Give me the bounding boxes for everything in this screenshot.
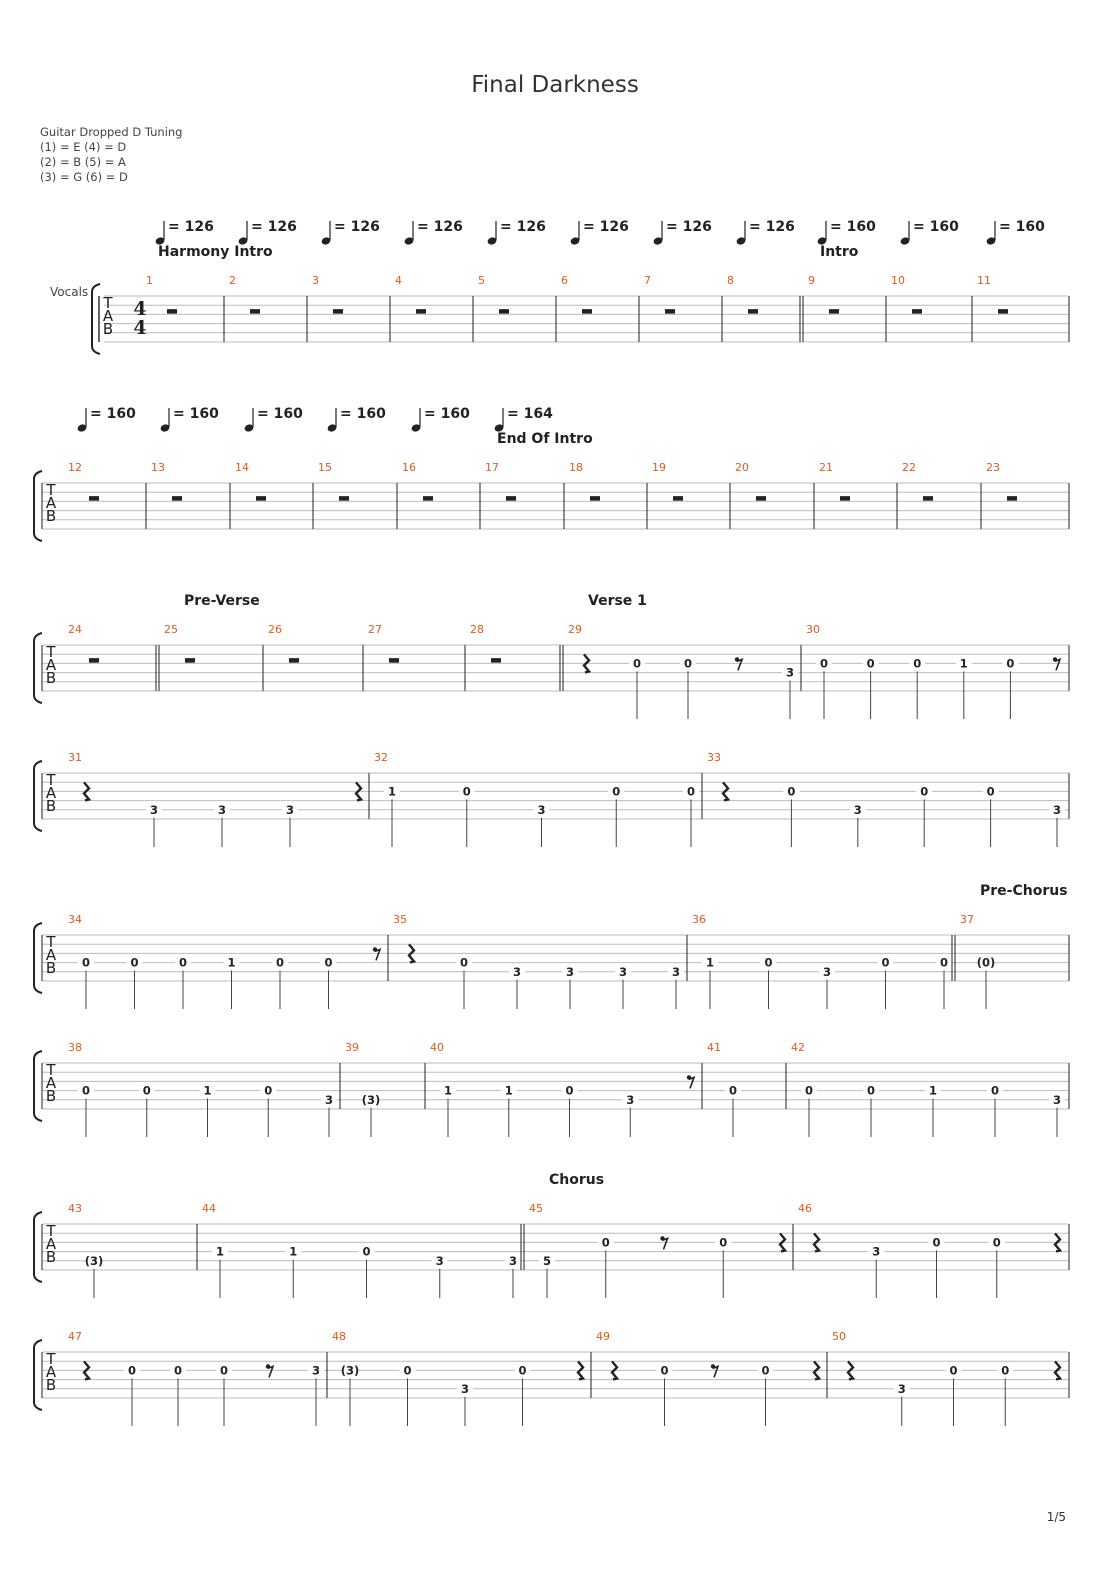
measure-number: 12 [68,461,82,474]
tab-letter: A [45,656,57,674]
half-rest [89,658,99,663]
half-rest [923,496,933,501]
fret-number: 3 [626,1092,635,1107]
tab-letter: A [45,494,57,512]
fret-number: 0 [660,1363,669,1378]
measure-number: 14 [235,461,249,474]
tab-system [34,751,1069,847]
fret-number: 0 [264,1083,273,1098]
section-label: Intro [820,244,859,260]
tab-letter: B [102,320,114,338]
half-rest [665,309,675,314]
fret-number: 1 [959,656,968,671]
fret-number: 3 [565,964,575,979]
system-bracket [34,923,42,993]
measure-number: 42 [791,1041,805,1054]
section-label: Harmony Intro [158,244,273,260]
measure-number: 5 [478,274,485,287]
half-rest [289,658,299,663]
tab-system [34,406,1069,541]
measure-number: 1 [146,274,153,287]
half-rest [89,496,99,501]
fret-number: 0 [565,1083,574,1098]
tab-letter: T [46,481,56,499]
eighth-rest [663,1238,668,1249]
eighth-rest [689,1077,694,1088]
fret-number: 3 [671,964,681,979]
measure-number: 24 [68,623,82,636]
tempo-mark: = 126 [417,219,463,235]
tempo-mark: = 160 [999,219,1045,235]
measure-number: 46 [798,1202,812,1215]
half-rest [167,309,177,314]
measure-number: 48 [332,1330,346,1343]
measure-number: 25 [164,623,178,636]
fret-number: 3 [435,1253,444,1268]
measure-number: 50 [832,1330,846,1343]
measure-number: 22 [902,461,916,474]
fret-number: 0 [939,955,949,970]
tab-letter: A [45,946,57,964]
tab-system [34,1172,1069,1298]
fret-number: 3 [512,964,522,979]
fret-number: 3 [822,964,832,979]
fret-number: 0 [990,1083,1000,1098]
fret-number: 0 [362,1244,371,1259]
fret-number: 0 [866,1083,876,1098]
eighth-rest [268,1366,273,1377]
fret-number: 3 [872,1244,881,1259]
tab-system [34,1041,1069,1137]
fret-number: 0 [949,1363,958,1378]
fret-number: 3 [217,802,227,817]
section-label: Chorus [549,1172,605,1188]
tempo-mark: = 126 [168,219,214,235]
fret-number: 0 [986,784,995,799]
tab-letter: B [45,959,57,977]
measure-number: 16 [402,461,416,474]
system-bracket [34,761,42,831]
fret-number: 3 [285,802,295,817]
tab-system [34,1330,1069,1426]
fret-number: 0 [686,784,696,799]
tab-letter: T [46,933,56,951]
fret-number: 0 [518,1363,527,1378]
tab-letter: A [45,1363,57,1381]
fret-number: 1 [443,1083,453,1098]
measure-number: 35 [393,913,407,926]
measure-number: 33 [707,751,721,764]
tempo-mark: = 126 [500,219,546,235]
measure-number: 10 [891,274,905,287]
measure-number: 32 [374,751,388,764]
half-rest [673,496,683,501]
fret-number: 0 [920,784,929,799]
half-rest [506,496,516,501]
fret-number: 0 [462,784,471,799]
measure-number: 43 [68,1202,82,1215]
half-rest [185,658,195,663]
fret-number: 3 [785,665,795,680]
eighth-rest [375,949,380,960]
half-rest [172,496,182,501]
half-rest [339,496,349,501]
fret-number: 0 [403,1363,412,1378]
measure-number: 45 [529,1202,543,1215]
fret-number: 0 [219,1363,229,1378]
tempo-mark: = 160 [257,406,303,422]
fret-number: 3 [853,802,862,817]
fret-number: 0 [804,1083,814,1098]
half-rest [389,658,399,663]
tab-system [34,883,1069,1009]
fret-number: 0 [719,1235,728,1250]
tuning-line: (3) = G (6) = D [40,170,128,184]
fret-number: 1 [215,1244,225,1259]
measure-number: 26 [268,623,282,636]
tuning-line: (1) = E (4) = D [40,140,127,154]
section-label: Pre-Verse [184,593,260,609]
measure-number: 23 [986,461,1000,474]
tab-letter: B [45,507,57,525]
tempo-mark: = 160 [424,406,470,422]
fret-number: 0 [275,955,285,970]
half-rest [590,496,600,501]
measure-number: 31 [68,751,82,764]
fret-number: 0 [764,955,773,970]
fret-number: 0 [130,955,139,970]
fret-number: 0 [127,1363,137,1378]
measure-number: 34 [68,913,82,926]
half-rest [423,496,433,501]
fret-number: 0 [866,656,875,671]
song-title: Final Darkness [471,72,639,98]
tempo-mark: = 164 [507,406,553,422]
tab-system [50,219,1069,354]
half-rest [582,309,592,314]
measure-number: 30 [806,623,820,636]
fret-number: 3 [460,1381,470,1396]
measure-number: 7 [644,274,651,287]
fret-number: 3 [1052,802,1062,817]
measure-number: 39 [345,1041,359,1054]
fret-number: 0 [881,955,890,970]
fret-number: 0 [81,1083,91,1098]
eighth-rest [1055,659,1060,670]
tab-letter: B [45,1376,57,1394]
tab-letter: T [46,1061,56,1079]
tab-system [34,593,1069,719]
fret-number: 0 [142,1083,151,1098]
fret-number: 3 [537,802,546,817]
page-number: 1/5 [1046,1510,1066,1524]
time-signature-bottom: 4 [133,317,147,339]
fret-number: 0 [932,1235,941,1250]
eighth-rest [737,659,742,670]
measure-number: 36 [692,913,706,926]
tab-letter: B [45,797,57,815]
tab-letter: T [46,771,56,789]
tempo-mark: = 126 [666,219,712,235]
half-rest [499,309,509,314]
fret-number: 0 [612,784,621,799]
fret-number: (3) [361,1092,381,1107]
half-rest [491,658,501,663]
tempo-mark: = 126 [334,219,380,235]
measure-number: 6 [561,274,568,287]
fret-number: 3 [618,964,628,979]
time-signature-top: 4 [133,298,147,320]
half-rest [1007,496,1017,501]
section-label: End Of Intro [497,431,593,447]
half-rest [416,309,426,314]
half-rest [748,309,758,314]
fret-number: 0 [1006,656,1015,671]
half-rest [829,309,839,314]
fret-number: 0 [601,1235,610,1250]
fret-number: 1 [289,1244,298,1259]
tab-letter: B [45,669,57,687]
measure-number: 2 [229,274,236,287]
tab-letter: A [45,1235,57,1253]
measure-number: 15 [318,461,332,474]
tempo-mark: = 160 [173,406,219,422]
fret-number: 0 [728,1083,738,1098]
measure-number: 41 [707,1041,721,1054]
measure-number: 20 [735,461,749,474]
measure-number: 21 [819,461,833,474]
system-bracket [34,633,42,703]
tab-letter: T [46,1222,56,1240]
section-label: Pre-Chorus [980,883,1068,899]
tab-letter: T [46,1350,56,1368]
fret-number: 3 [324,1092,334,1107]
system-bracket [34,1340,42,1410]
tempo-mark: = 160 [830,219,876,235]
fret-number: 3 [1052,1092,1062,1107]
eighth-rest [713,1366,718,1377]
measure-number: 13 [151,461,165,474]
tempo-mark: = 126 [749,219,795,235]
fret-number: (3) [340,1363,360,1378]
tab-letter: A [45,1074,57,1092]
measure-number: 17 [485,461,499,474]
tab-letter: B [45,1087,57,1105]
fret-number: 5 [542,1253,552,1268]
tuning-name: Guitar Dropped D Tuning [40,125,183,139]
fret-number: 0 [683,656,693,671]
tab-letter: B [45,1248,57,1266]
half-rest [250,309,260,314]
measure-number: 47 [68,1330,82,1343]
half-rest [256,496,266,501]
system-bracket [34,1051,42,1121]
fret-number: 1 [705,955,715,970]
half-rest [333,309,343,314]
fret-number: 0 [819,656,829,671]
measure-number: 44 [202,1202,216,1215]
fret-number: 1 [928,1083,938,1098]
tab-letter: A [45,784,57,802]
fret-number: 0 [787,784,796,799]
measure-number: 29 [568,623,582,636]
measure-number: 4 [395,274,402,287]
fret-number: 3 [508,1253,518,1268]
measure-number: 9 [808,274,815,287]
measure-number: 11 [977,274,991,287]
tab-letter: T [46,643,56,661]
measure-number: 8 [727,274,734,287]
measure-number: 18 [569,461,583,474]
half-rest [998,309,1008,314]
fret-number: 0 [324,955,333,970]
system-bracket [34,1212,42,1282]
fret-number: 1 [227,955,236,970]
measure-number: 27 [368,623,382,636]
fret-number: 0 [1001,1363,1010,1378]
measure-number: 49 [596,1330,610,1343]
fret-number: 1 [203,1083,212,1098]
section-label: Verse 1 [588,593,647,609]
tempo-mark: = 126 [251,219,297,235]
measure-number: 40 [430,1041,444,1054]
fret-number: 0 [459,955,469,970]
fret-number: 0 [992,1235,1001,1250]
tempo-mark: = 160 [90,406,136,422]
half-rest [912,309,922,314]
tuning-line: (2) = B (5) = A [40,155,126,169]
measure-number: 38 [68,1041,82,1054]
track-name: Vocals [50,285,89,299]
half-rest [840,496,850,501]
fret-number: 0 [913,656,922,671]
tempo-mark: = 126 [583,219,629,235]
measure-number: 19 [652,461,666,474]
half-rest [756,496,766,501]
measure-number: 37 [960,913,974,926]
fret-number: 1 [387,784,397,799]
fret-number: 0 [761,1363,770,1378]
fret-number: 0 [173,1363,183,1378]
tempo-mark: = 160 [340,406,386,422]
fret-number: (3) [84,1253,104,1268]
fret-number: (0) [976,955,996,970]
measure-number: 28 [470,623,484,636]
fret-number: 0 [632,656,642,671]
tempo-mark: = 160 [913,219,959,235]
fret-number: 3 [149,802,159,817]
fret-number: 3 [897,1381,906,1396]
fret-number: 3 [311,1363,321,1378]
fret-number: 0 [178,955,188,970]
system-bracket [34,471,42,541]
fret-number: 0 [81,955,91,970]
fret-number: 1 [504,1083,513,1098]
tab-letter: T [103,294,113,312]
tab-letter: A [102,307,114,325]
measure-number: 3 [312,274,319,287]
